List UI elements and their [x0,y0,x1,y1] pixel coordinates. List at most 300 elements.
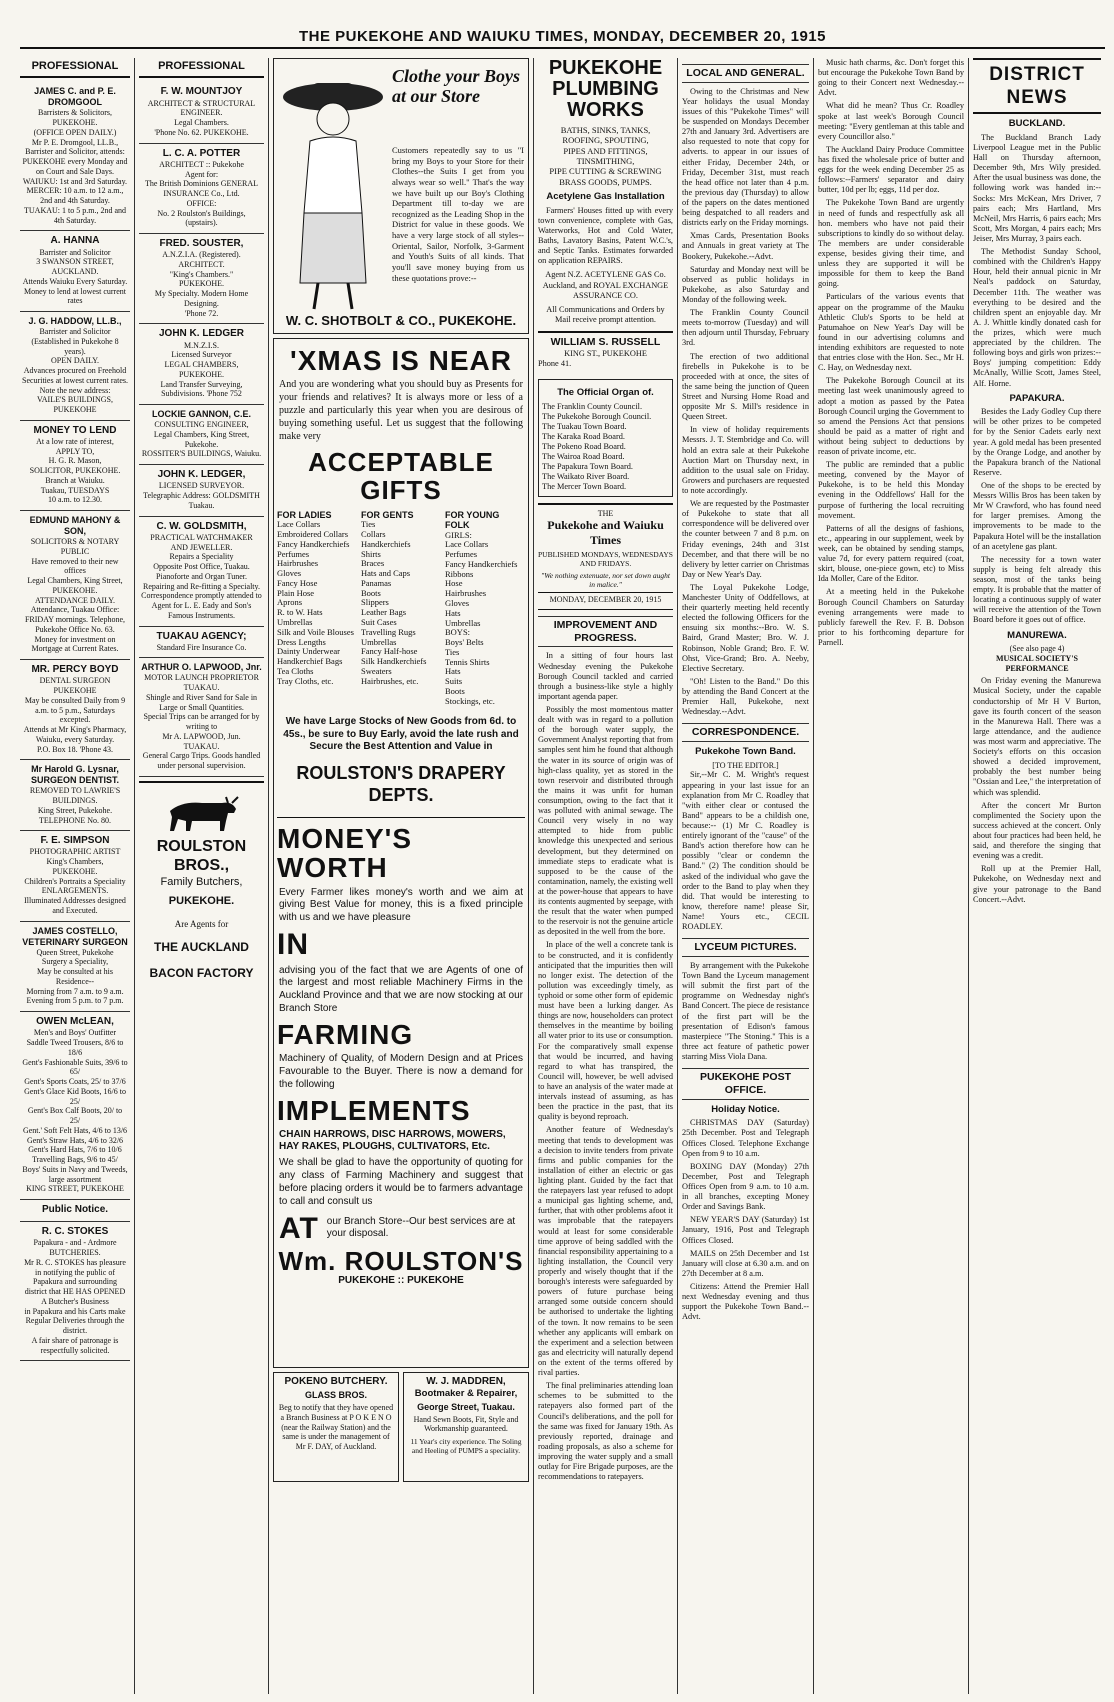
column-rule [134,58,135,1694]
card-line: VAILE'S BUILDINGS, PUKEKOHE [37,395,113,414]
gift-item: Silk and Voile Blouses [277,626,354,637]
news-paragraph: The Buckland Branch Lady Liverpool League met in the Public Hall on Thursday afternoon, December 9th, Mrs Wily presided. After the usual business was done, the following work was handed in:--Socks: Mrs McKean, Mrs Driver, 7 pairs each; Mrs Hartland, Mrs McNeil, Mrs Harris, 6 pairs each; Mrs Scott, Mrs Morgan, 4 pairs each; Mrs Jeiser, Mrs Murray, 3 pairs each. [973,132,1101,244]
news-paragraph: The Methodist Sunday School, combined with the Children's Happy Hour, held their annual picnic in Mr Neal's paddock on Saturday, December 11th. The weather was everything to be desired and the children spent an enjoyable day. Mr A. J. Whittle kindly donated cash for the prizes, which were much appreciated by the children. The following boys and girls won prizes:--Boys' jumping competition: Eddy McAnally, Willie Scott, James Steel, Alf. Horne. [973,247,1101,388]
gift-item: Sweaters [361,665,392,676]
column-local-general [682,58,809,1694]
professional-card [139,517,264,627]
gift-item: Hats [445,666,461,677]
card-line: ARCHITECT & STRUCTURAL ENGINEER. [147,98,256,118]
local-paragraph: The erection of two additional firebells in Pukekohe is to be proceeded with at once, the sites of the same being the junction of Queen Street and Nursing Home Road and opposite Mr S. Mill's residence in Queen Street. [682,351,809,422]
article-paragraph: Possibly the most momentous matter dealt with was in regard to a pollution of the borough water supply, the Government Analyst reporting that from samples sent him he found that although the water in its source of origin was of high-class quality, yet as stored in the town reservoir and distributed through the mains it was unfit for human consumption, owing to the fact that it was polluted with animal sewage. The Council very wisely in no way attempted to hide from public knowledge this unexpected and serious development, but they determined on immediate steps to eradicate what is supposed to be the cause of the contamination, namely, the existing well at the power-house that appears to have its contents augmented by seepage, with the result that the water when pumped to the reservoir is not the genuine article as deposited in the well from the bore. [538,704,673,937]
organ-item: The Franklin County Council. [542,401,643,411]
gifts-lists [277,510,525,706]
card-line: Gent's Straw Hats, 4/6 to 32/6 [26,1135,124,1145]
card-title: OWEN McLEAN, [36,1016,114,1028]
card-line: May be consulted at his Residence-- [37,967,113,986]
card-title: Public Notice. [41,1204,109,1216]
gift-item: Hairbrushes [445,588,487,599]
gift-item: Ties [361,519,376,530]
card-line: APPLY TO, [55,446,95,456]
improvement-article [538,651,673,1482]
card-title: Mr Harold G. Lysnar, SURGEON DENTIST. [30,764,119,786]
card-line: PUKEKOHE [53,686,97,696]
news-paragraph: One of the shops to be erected by Messrs Willis Bros has been taken by Mr W Crawford, who has found need for larger premises. Among the improvements to be made to the Papakura Hotel will be the installation of an acetylene gas plant. [973,481,1101,551]
gift-item: Ribbons [445,568,474,579]
drapery-depts: ROULSTON'S DRAPERY DEPTS. [296,763,506,805]
column-plumbing-times [538,58,673,1694]
card-title: JOHN K. LEDGER [158,328,244,340]
card-line: Papakura - and - Ardmore BUTCHERIES. [33,1238,117,1258]
times-pre: THE [597,508,614,518]
card-line: Gent's Sports Coats, 25/ to 37/6 [24,1077,126,1087]
card-line: Legal Chambers, King Street, [153,429,250,439]
card-line: in Papakura and his Carts make Regular Deliveries through the district. [24,1306,126,1336]
post-office-paragraph: BOXING DAY (Monday) 27th December, Post and Telegraph Offices Open from 9 a.m. to 10 a.m. in all branches, excepting Money Order and Savings Bank. [682,1161,809,1212]
card-line: Shingle and River Sand for Sale in Large or Small Quantities. [145,692,258,712]
card-line: PUKEKOHE. [178,279,225,289]
gift-item: Fancy Hose [277,577,318,588]
card-line: OPEN DAILY. [51,356,99,366]
gift-item: Umbrellas [277,616,313,627]
column-professional-2 [139,58,264,1694]
manurewa-news [973,676,1101,904]
card-line: PUKEKOHE every Monday and on Court and Sale Days. [22,157,128,176]
times-pub: PUBLISHED MONDAYS, WEDNESDAYS AND FRIDAYS. [538,549,673,568]
professional-card [20,831,130,921]
card-line: Telegraphic Address: GOLDSMITH Tuakau. [143,491,260,510]
farming-text: Machinery of Quality, of Modern Design and at Prices Favourable to the Buyer. There is now a demand for the following [279,1053,523,1090]
card-line: 10 a.m. to 12.30. [48,495,102,505]
gift-item: Fancy Handkerchiefs [277,538,350,549]
news-paragraph: The necessity for a town water supply is being felt already this season, most of the tanks being empty. It is probable that the matter of locating a continuous supply of water will receive the attention of the Town Board before it goes out of office. [973,554,1101,625]
holiday-notice: Holiday Notice. [711,1103,780,1115]
service-item: PIPES AND FITTINGS, [563,145,648,156]
papakura-news [973,407,1101,625]
pokeno-text: Beg to notify that they have opened a Branch Business at P O K E N O (near the Railway Station) and the same is under the management of Mr F. DAY, of Auckland. [278,1403,394,1452]
plumbing-services [538,125,673,187]
local-paragraph: The Franklin County Council meets to-morrow (Tuesday) and will then adjourn until Thursday, February 3rd. [682,308,809,348]
signature-sub: PUKEKOHE :: PUKEKOHE [338,1275,464,1287]
post-office-notice [682,1118,809,1279]
organ-item: The Karaka Road Board. [542,431,625,441]
bros-town: PUKEKOHE. [168,895,235,908]
times-title: Pukekohe and Waiuku Times [547,518,664,547]
russell-street: KING ST., PUKEKOHE [564,348,647,358]
local-paragraph: Patterns of all the designs of fashions, etc., appearing in our supplement, week by week, can be obtained by sending stamps, value 7d, for every pattern required (coat, skirt, blouse, one-piece gown, etc) to Miss Ida Moller, Care of the Editor. [818,523,964,584]
card-title: R. C. STOKES [41,1226,109,1238]
card-line: SOLICITOR, PUKEKOHE. [29,466,121,476]
card-title: F. W. MOUNTJOY [160,86,243,98]
gift-item: Embroidered Collars [277,529,349,540]
papakura-heading: PAPAKURA. [1009,392,1065,404]
roulston-bros-name: ROULSTON BROS., [156,837,247,875]
service-item: BATHS, SINKS, TANKS, [560,125,651,135]
implements-text: We shall be glad to have the opportunity of quoting for any class of Farming Machinery and suggest that before placing orders it would be to farmers advantage to call and consult us [279,1157,523,1207]
local-items-2 [818,58,964,648]
bottom-ads [273,1372,529,1482]
slogan: Clothe your Boys at our Store [392,66,521,106]
card-line: Repairs a Speciality [169,552,234,562]
gift-item: Umbrellas [361,636,397,647]
boy-in-hat-icon [278,63,388,313]
acetylene-heading: Acetylene Gas Installation [546,191,665,203]
to-editor: [TO THE EDITOR.] [712,760,779,770]
card-line: PUKEKOHE. [52,118,98,128]
ladies-list [277,510,357,706]
pokeno-sub: GLASS BROS. [304,1390,367,1401]
card-line: M.N.Z.I.S. [184,340,219,350]
card-line: ATTENDANCE DAILY. [35,595,115,605]
card-line: WAIUKU: 1st and 3rd Saturday. [22,176,128,186]
card-line: DENTAL SURGEON [39,676,111,686]
card-line: General Cargo Trips. Goods handled under personal supervision. [142,751,261,771]
card-line: Attends at Mr King's Pharmacy, Waiuku, every Saturday. [23,725,127,744]
auckland-label: THE AUCKLAND [154,939,249,954]
gift-item: Lace Collars [445,539,489,550]
card-line: The British Dominions GENERAL INSURANCE Co., Ltd. [144,179,259,199]
gift-item: Leather Bags [361,607,407,618]
times-nameplate [538,503,673,610]
shotbolt-ad [273,58,529,334]
professional-card [20,1222,130,1361]
local-paragraph: The Pukekohe Borough Council at its meeting last week unanimously agreed to adopt a motion as passed by the Patea Borough Council urging the Government to so amend the Pensions Act that pensions should be paid as a matter of right and without being subject to deductions by reason of private income, etc. [818,376,964,457]
gift-item: Suit Cases [361,616,397,627]
card-title: FRED. SOUSTER, [159,238,244,250]
card-line: PUKEKOHE. [178,369,225,379]
agents-for: Are Agents for [174,918,229,929]
card-line: Saddle Tweed Trousers, 8/6 to 18/6 [26,1038,124,1057]
local-paragraph: Music hath charms, &c. Don't forget this but encourage the Pukekohe Town Band by going to their Concert next Wednesday.--Advt. [818,58,964,98]
young-heading: FOR YOUNG FOLK [445,509,500,531]
card-line: REMOVED TO LAWRIE'S BUILDINGS. [29,786,121,805]
gift-item: R. to W. Hats [277,607,323,618]
card-line: Mr A. LAPWOOD, Jun. [162,731,241,741]
card-line: Money to lend at lowest current rates [24,286,126,306]
local-paragraph: Saturday and Monday next will be observed as public holidays in Pukekohe, as also Saturday and Monday of the following week. [682,264,809,304]
card-line: Mr R. C. STOKES has pleasure in notifying the public of Papakura and surrounding district that HE HAS OPENED [24,1257,126,1297]
card-line: Standard Fire Insurance Co. [156,642,247,652]
card-line: A.N.Z.I.A. (Registered). [162,250,241,260]
card-line: Special Trips can be arranged for by writing to [143,712,260,732]
local-paragraph: In view of holiday requirements Messrs. J. T. Stembridge and Co. will hold an extra sale at their Pukekohe Auction Mart on Thursday next, in addition to the usual sale on Friday. Growers and purchasers are requested to note accordingly. [682,425,809,495]
card-title: A. HANNA [50,235,100,247]
card-line: May be consulted Daily from 9 a.m. to 5 p.m., Saturdays excepted. [24,695,126,725]
gifts-heading: ACCEPTABLE GIFTS [308,447,494,505]
article-paragraph: In a sitting of four hours last Wednesday evening the Pukekohe Borough Council tackled and carried through a business-like style a highly important agenda paper. [538,651,673,701]
card-line: Attends Waiuku Every Saturday. [22,276,128,286]
gift-item: Stockings, etc. [445,695,495,706]
card-line: Barrister and Solicitor [39,247,111,257]
professional-card [20,1200,130,1222]
news-paragraph: Besides the Lady Godley Cup there will be other prizes to be competed for by the Senior Cadets early next year. A gold medal has been presented by the Orange Lodge, and another by the Papakura branch of the National Reserve. [973,407,1101,477]
post-office-paragraph: MAILS on 25th December and 1st January will close at 6.30 a.m. and on 27th December at 8 a.m. [682,1248,809,1278]
card-line: King's Chambers, [46,857,104,867]
professional-cards [139,82,264,777]
card-line: King Street, Pukekohe. [37,805,113,815]
card-line: PUKEKOHE. [52,866,98,876]
professional-card [139,234,264,324]
card-line: Tuakau, TUESDAYS [40,485,110,495]
implements-list: CHAIN HARROWS, DISC HARROWS, MOWERS, HAY RAKES, PLOUGHS, CULTIVATORS, Etc. [279,1128,506,1153]
district-news-title: DISTRICT NEWS [973,58,1101,114]
card-title: J. G. HADDOW, LL.B., [28,316,122,327]
card-line: Licensed Surveyor [171,350,232,360]
buckland-news [973,133,1101,389]
post-office-paragraph: NEW YEAR'S DAY (Saturday) 1st January, 1916, Post and Telegraph Offices Closed. [682,1215,809,1245]
lyceum-text: By arrangement with the Pukekohe Town Band the Lyceum management will submit the first part of the programme on Wednesday night's Band Concert. The piece de resistance of the first part will be the presentation of Edison's famous masterpiece "The Stoning." This is a three act feature of pathetic power starring Miss Viola Dana. [682,961,809,1062]
maddren-sub: Bootmaker & Repairer, [414,1388,518,1400]
card-line: A fair share of patronage is respectfully solicited. [31,1335,119,1355]
ladies-heading: FOR LADIES [277,509,332,520]
local-paragraph: What did he mean? Thus Cr. Roadley spoke at last week's Borough Council meeting: "Every gentleman at this table and every Councillor also." [818,101,964,141]
gift-item: Lace Collars [277,519,321,530]
local-paragraph: The Pukekohe Town Band are urgently in need of funds and respectfully ask all hon. members who have not paid their subscriptions to kindly do so without delay. The members are under considerable expense, besides giving their time, and unless they are supported it will be impossible for them to keep the Band going. [818,198,964,289]
service-item: BRASS GOODS, PUMPS. [559,176,652,187]
maddren-exp: 11 Year's city experience. The Soling and Heeling of PUMPS a speciality. [410,1437,522,1456]
card-line: Correspondence promptly attended to [141,591,262,601]
bacon-factory-label: BACON FACTORY [149,966,254,981]
column-ads [273,58,529,1694]
card-title: JAMES C. and P. E. DROMGOOL [34,86,116,108]
at-row [279,1213,523,1245]
professional-card [20,231,130,312]
organ-item: The Tuakau Town Board. [542,421,627,431]
gift-item: BOYS: [445,627,471,638]
gents-heading: FOR GENTS [361,509,414,520]
shotbolt-text: Customers repeatedly say to us "I bring my Boys to your Store for their Clothes--the Suits I get from you always wear so well." That's the way we have built up our Boy's Clothing Department till to-day we are recognized as the Leading Shop in the District for value in these goods. We have a very large stock of all styles-- Oriental, Sailor, Norfolk, 3-Garment and Youth's Suits of all kinds. That you'll save money buying from us these quotations prove:-- [392,145,524,283]
card-line: TUAKAU: 1 to 5 p.m., 2nd and 4th Saturday. [24,205,126,225]
card-line: Pukekohe. [184,439,219,449]
section-header: PROFESSIONAL [20,58,130,78]
card-line: LEGAL CHAMBERS, [164,360,239,370]
professional-card [139,627,264,659]
news-paragraph: On Friday evening the Manurewa Musical Society, under the capable conductorship of Mr H V Burton, gave its fourth concert of the season in the Manurewa Hall. There was a large attendance, and the audience was most warm and appreciative. The Society's efforts on this occasion showed a decided improvement, probably the best number being "Ossian and Lee," the interpretation of which was splendid. [973,676,1101,797]
card-line: CONSULTING ENGINEER, [154,420,249,430]
band-advt: "Oh! Listen to the Band." Do this by attending the Band Concert at the Premier Hall, Pukekohe, next Wednesday.--Advt. [682,676,809,717]
card-title: ARTHUR O. LAPWOOD, Jnr. [141,662,262,673]
roulston-bros-ad [139,781,264,981]
card-line: Travelling Bags, 9/6 to 45/ [32,1155,118,1165]
gift-item: Plain Hose [277,587,315,598]
gift-item: Hairbrushes [277,558,319,569]
gift-item: Fancy Half-hose [361,646,418,657]
news-paragraph: Roll up at the Premier Hall, Pukekohe, on Wednesday next and give your patronage to the Band Concert.--Advt. [973,864,1101,904]
gift-item: Aprons [277,597,303,608]
card-title: C. W. GOLDSMITH, [156,520,247,532]
russell-name: WILLIAM S. RUSSELL [550,335,661,348]
stocks-text: We have Large Stocks of New Goods from 6d. to 45s., be sure to Buy Early, avoid the late rush and Secure the Best Attention and Value in [283,716,519,752]
money-text: Every Farmer likes money's worth and we aim at giving Best Value for money, this is a fixed principle with us and we have pleasure [279,886,523,924]
official-organ-box [538,379,673,497]
gift-item: Gloves [445,598,470,609]
gift-item: Handkerchief Bags [277,656,343,667]
card-title: MONEY TO LEND [33,424,117,436]
in-heading: IN [277,928,309,962]
card-title: EDMUND MAHONY & SON, [29,515,121,537]
gift-item: Shirts [361,548,381,559]
professional-card [20,82,130,231]
card-line: Attendance, Tuakau Office: FRIDAY mornings. Telephone, Pukekohe Office No. 63. [24,605,126,634]
card-line: Agent for L. E. Eady and Son's Famous Instruments. [151,601,252,620]
local-paragraph: Owing to the Christmas and New Year holidays the usual Monday issues of this "Pukekohe Times" will be suspended on Mondays December 27th and January 3rd. Advertisers are also requested to note that copy for adverts. to appear in our issues of either Friday, December 24th, or Friday, December 31st, must reach the head office not later than 4 p.m. the previous day (Thursday) to allow of the papers on the dates mentioned being despatched to all readers and districts early on the Friday mornings. [682,86,809,228]
xmas-intro: And you are wondering what you should buy as Presents for your friends and relatives? It is always more or less of a puzzle and particularly this year when you are desirous of buying something useful. Let us suggest that the following make very [279,379,523,442]
family-butchers: Family Butchers, [160,875,243,888]
correspondence-title: CORRESPONDENCE. [682,723,809,742]
card-line: Boys' Suits in Navy and Tweeds, large assortment [22,1164,128,1184]
at-heading: AT [279,1211,319,1245]
gift-item: Umbrellas [445,617,481,628]
local-paragraph: We are requested by the Postmaster of Pukekohe to state that all correspondence will be delivered over the counter between 7 and 8 p.m. on Friday evenings, 24th and 31st December, and that there will be no delivery by letter carrier on Christmas Day or New Year's Day. [682,499,809,579]
card-line: (Established in Pukekohe 8 years). [31,336,119,356]
russell-block [538,331,673,369]
post-office-title: PUKEKOHE POST OFFICE. [682,1068,809,1100]
card-line: MOTOR LAUNCH PROPRIETOR [144,673,259,683]
card-line: Pianoforte and Organ Tuner. Repairing and Re-fitting a Specialty. [142,571,260,591]
bull-icon [139,789,264,837]
gift-item: Boots [361,587,381,598]
card-line: Gent's Glace Kid Boots, 16/6 to 25/ [24,1086,126,1106]
article-paragraph: Another feature of Wednesday's meeting that tends to development was a decision to invite tenders from private firms and public companies for the installation of either an electric or gas lighting plant. Guided by the fact that the ratepayers last year refused to adopt a municipal gas lighting scheme, and, further, that with other problems afoot it was improbable that the ratepayers would at least for some considerable time approve of being saddled with the financial responsibility appertaining to a lighting installation, the Council very properly and wisely thought that if the borough's interests were safeguarded by powers of future purchase being arranged some outside concern should be authorised to undertake the lighting of the town. It now remains to be seen whether any applicants will embark on the experiment and a selection between gas and electricity will naturally depend on the extent of the terms offered by rival parties. [538,1125,673,1378]
organ-item: The Waikato River Board. [542,472,630,482]
gift-item: Braces [361,558,385,569]
gift-item: Slippers [361,597,389,608]
gift-item: Perfumes [445,549,478,560]
shotbolt-name: W. C. SHOTBOLT & CO., PUKEKOHE. [285,313,517,329]
news-paragraph: After the concert Mr Burton complimented the Society upon the success achieved at the concert. Only about four practices had been held, he said, and therefore the singing that evening was a credit. [973,800,1101,861]
lyceum-title: LYCEUM PICTURES. [682,938,809,957]
gift-item: Silk Handkerchiefs [361,656,427,667]
card-line: Legal Chambers. [174,118,229,128]
card-line: LICENSED SURVEYOR. [158,481,245,491]
organ-item: The Pokeno Road Board. [542,441,626,451]
xmas-heading: 'XMAS IS NEAR [290,345,512,376]
organ-title: The Official Organ of. [557,386,654,398]
card-line: My Specialty. Modern Home Designing. [154,289,249,308]
professional-card [139,658,264,776]
gift-item: Hats [445,607,461,618]
card-line: Barristers & Solicitors, [38,108,112,118]
card-line: TUAKAU. [183,683,220,693]
gift-item: Tray Cloths, etc. [277,675,334,686]
card-title: L. C. A. POTTER [162,147,241,159]
card-line: 3 SWANSON STREET, AUCKLAND. [36,257,114,277]
card-line: Land Transfer Surveying, Subdivisions. 'Phone 752 [160,379,243,399]
card-title: MR. PERCY BOYD [31,664,119,676]
card-line: Advances procured on Freehold Securities at lowest current rates. [22,366,128,385]
local-paragraph: Particulars of the various events that appear on the programme of the Mauku Athletic Club's Sports to be held at Patumahoe on New Year's Day will be found in our advertising columns and intending exhibitors are requested to note that entries close with the Hon. Sec., Mr H. C. Hay, on Wednesday next. [818,292,964,373]
gift-item: Hairbrushes, etc. [361,675,419,686]
card-line: Agent for: [184,169,219,179]
organ-item: The Pukekohe Borough Council. [542,411,652,421]
professional-card [20,421,130,511]
card-title: JOHN K. LEDGER, [157,469,246,481]
card-line: SOLICITORS & NOTARY PUBLIC [30,537,120,556]
advising-text: advising you of the fact that we are Agents of one of the largest and most reliable Machinery Firms in the Auckland Province and that we are now stocking at our Branch Store [279,964,523,1014]
column-local-general-2 [818,58,964,1694]
local-paragraph: The Auckland Dairy Produce Committee has fixed the wholesale price of butter and eggs for the week ending December 25 as follows:--Farmers' separator and dairy butter, 10d per lb; eggs, 11d per doz. [818,144,964,195]
card-line: TUAKAU. [183,741,220,751]
russell-phone: Phone 41. [538,358,572,368]
pokeno-title: POKENO BUTCHERY. [284,1376,388,1387]
gift-item: Handkerchiefs [361,538,411,549]
gift-item: Boots [445,685,465,696]
organ-item: The Mercer Town Board. [542,482,627,492]
organ-list [542,402,669,493]
local-paragraph: Xmas Cards, Presentation Books and Annuals in great variety at The Bookery, Pukekohe.--Advt. [682,231,809,261]
card-line: "King's Chambers." [169,269,234,279]
maddren-ad [403,1372,529,1482]
column-rule [813,58,814,1694]
card-line: PHOTOGRAPHIC ARTIST [29,847,121,857]
gift-item: Collars [361,529,386,540]
local-paragraph: At a meeting held in the Pukekohe Borough Council Chambers on Saturday evening arrangements were made to publicly farewell the Rev. F. B. Dobson prior to his forthcoming departure for Parnell. [818,587,964,648]
card-line: 'Phone 72. [184,308,219,318]
column-district-news [973,58,1101,1694]
professional-card [20,1012,130,1200]
gift-item: Hose [445,578,463,589]
card-title: JAMES COSTELLO, VETERINARY SURGEON [22,925,128,947]
gift-item: Tea Cloths [277,665,314,676]
card-line: 'Phone No. 62. PUKEKOHE. [154,127,249,137]
gift-item: Ties [445,646,460,657]
gents-list [361,510,441,706]
professional-card [139,144,264,234]
manurewa-heading: MANUREWA. [1007,629,1067,641]
card-line: TELEPHONE No. 80. [39,815,111,825]
gift-item: Boys' Belts [445,637,484,648]
section-header: PROFESSIONAL [139,58,264,78]
card-line: Have removed to their new offices [31,556,119,576]
local-general-title: LOCAL AND GENERAL. [682,64,809,83]
card-line: Evening from 5 p.m. to 7 p.m. [26,996,124,1006]
gift-item: Suits [445,676,463,687]
card-line: PRACTICAL WATCHMAKER AND JEWELLER. [150,532,253,552]
gift-item: Dress Lengths [277,636,326,647]
local-paragraph: The public are reminded that a public meeting, convened by the Mayor of Pukekohe, is to be held this Monday evening in the Oddfellows' Hall for the purpose of furthering the local recruiting movement. [818,460,964,520]
gift-item: Fancy Handkerchiefs [445,558,518,569]
professional-card [139,324,264,405]
times-motto: "We nothing extenuate, nor set down aught in malice." [541,570,670,589]
card-title: LOCKIE GANNON, C.E. [151,409,251,420]
card-line: Surgery a Speciality, [41,957,109,967]
organ-item: The Wairoa Road Board. [542,452,625,462]
column-rule [533,58,534,1694]
card-line: Queen Street, Pukekohe [36,947,114,957]
musical-heading: MUSICAL SOCIETY'S PERFORMANCE [995,653,1079,673]
article-paragraph: The final preliminaries attending loan schemes to be submitted to the ratepayers also formed part of the Council's deliberations, and the poll for the same was fixed for January 19th. As previously reported, drainage and roading proposals, as also a scheme for improving the water supply and a small outlay for Fire Brigade purposes, are the recommendations to ratepayers. [538,1381,673,1482]
gift-item: GIRLS: [445,529,472,540]
manurewa-see: (See also page 4) [1009,644,1065,654]
service-item: TINSMITHING, [576,156,635,167]
gift-item: Dainty Underwear [277,646,341,657]
plumbing-text: Farmers' Houses fitted up with every town convenience, complete with Gas, Waterworks, Hot and Cold Water, Baths, Lavatory Basins, Patent W.C.'s, and Septic Tanks. Estimates forwarded on application REPAIRS. [538,205,673,266]
card-line: MERCER: 10 a.m. to 12 a.m., 2nd and 4th Saturday. [26,186,124,206]
column-professional-1 [20,58,130,1694]
gift-item: Travelling Rugs [361,626,416,637]
card-line: A Butcher's Business [41,1296,109,1306]
card-line: Gent.' Soft Felt Hats, 4/6 to 13/6 [22,1125,128,1135]
maddren-title: W. J. MADDREN, [426,1376,506,1387]
at-text: our Branch Store--Our best services are at your disposal. [326,1216,516,1240]
plumbing-agent: Agent N.Z. ACETYLENE GAS Co. Auckland, and ROYAL EXCHANGE ASSURANCE CO. [542,270,669,300]
card-line: OFFICE: [186,198,217,208]
professional-card [139,82,264,143]
professional-cards [20,82,130,1361]
card-line: Children's Portraits a Speciality [24,876,126,886]
card-line: H. G. R. Mason, [48,456,102,466]
professional-card [20,660,130,760]
band-letter: Sir,--Mr C. M. Wright's request appearing in your last issue for an explanation from Mr C. Roadley that "with either clear or contused the Band" appears to be a childish one, because:-- (1) Mr C. Roadley is entirely ignorant of the "cause" of the Band's action therefore how can he possibly "clear or condemn the Band." (2) The condition should be asked of the individual who gave the order to the Band to play when they did. That would be interesting to know, therefore name! please Sir, Name! Yours etc., CECIL ROADLEY. [682,770,809,932]
